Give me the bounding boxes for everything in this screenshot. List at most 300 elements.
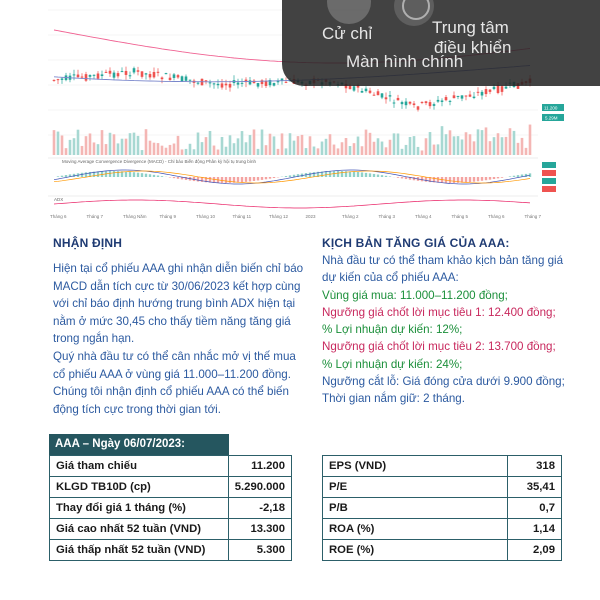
macd-histogram-bar [465, 177, 467, 182]
volume-bar [193, 149, 196, 155]
candle-body [405, 102, 408, 106]
candle-body [153, 72, 156, 77]
candle-body [425, 101, 428, 103]
volume-bar [81, 146, 84, 155]
stats-label: Giá tham chiếu [50, 456, 229, 477]
macd-histogram-bar [285, 176, 287, 177]
volume-bar [129, 133, 132, 155]
volume-bar [277, 149, 280, 155]
candle-body [225, 84, 228, 86]
macd-histogram-bar [177, 177, 179, 179]
macd-histogram-bar [313, 172, 315, 177]
stats-row [323, 477, 562, 498]
volume-bar [169, 145, 172, 155]
macd-histogram-bar [141, 173, 143, 177]
volume-bar [289, 133, 292, 155]
text-line: Hiện tại cổ phiếu AAA ghi nhận diễn biến chỉ báo [53, 262, 304, 275]
candle-body [165, 73, 168, 74]
volume-bar [349, 146, 352, 155]
volume-bar [501, 137, 504, 155]
volume-bar [417, 147, 420, 155]
volume-bar [437, 144, 440, 155]
volume-bar [149, 141, 152, 155]
candle-body [137, 70, 140, 71]
indicator-badge [542, 178, 556, 184]
macd-histogram-bar [353, 172, 355, 177]
candle-body [365, 89, 368, 91]
stats-row [323, 519, 562, 540]
stats-value: 11.200 [228, 456, 291, 477]
candle-body [457, 96, 460, 97]
volume-bar [85, 136, 88, 155]
control-center-button[interactable] [394, 0, 434, 26]
volume-bar [265, 145, 268, 155]
candle-body [229, 84, 232, 88]
volume-bar [113, 134, 116, 155]
candle-body [209, 82, 212, 83]
adx-label: ADX [54, 197, 64, 202]
macd-histogram-bar [129, 172, 131, 177]
volume-bar [213, 146, 216, 155]
volume-bar [333, 145, 336, 155]
stats-value: 2,09 [508, 540, 562, 561]
candle-body [433, 104, 436, 106]
macd-histogram-bar [261, 177, 263, 180]
volume-bar [465, 132, 468, 155]
volume-bar [273, 136, 276, 155]
volume-bar [93, 142, 96, 155]
macd-label: Moving Average Convergence Divergence (MACD) - Chỉ báo Biến động Phân kỳ hội tụ trung bình [62, 159, 257, 164]
candle-body [397, 98, 400, 100]
stats-title: AAA – Ngày 06/07/2023: [49, 434, 229, 455]
volume-bar [385, 147, 388, 155]
macd-histogram-bar [401, 177, 403, 178]
stats-label: P/B [323, 498, 508, 519]
volume-bar [493, 137, 496, 155]
x-tick-label: Tháng 10 [196, 214, 216, 219]
candle-body [129, 75, 132, 76]
macd-histogram-bar [197, 177, 199, 182]
volume-bar [341, 142, 344, 155]
candle-body [61, 78, 64, 79]
stats-row [323, 540, 562, 561]
macd-histogram-bar [405, 177, 407, 179]
x-tick-label: Tháng 5 [451, 214, 469, 219]
candle-body [241, 83, 244, 84]
volume-bar [121, 139, 124, 155]
candle-body [109, 71, 112, 74]
stats-value: 5.300 [228, 540, 291, 561]
candle-body [373, 95, 376, 96]
stats-row [50, 498, 292, 519]
volume-bar [161, 146, 164, 155]
text-line: MACD dẫn tích cực từ 30/06/2023 kết hợp cùng [53, 279, 301, 293]
candle-body [177, 75, 180, 77]
candle-body [257, 83, 260, 87]
candle-body [81, 77, 84, 78]
x-tick-label: Tháng 11 [232, 214, 252, 219]
target-1: Ngưỡng giá chốt lời mục tiêu 1: 12.400 đồng; [322, 305, 556, 319]
candle-body [349, 86, 352, 89]
volume-bar [189, 144, 192, 155]
control-center-label-line1[interactable]: Trung tâm [432, 18, 509, 37]
macd-histogram-bar [489, 177, 491, 180]
stats-value: -2,18 [228, 498, 291, 519]
volume-bar [57, 132, 60, 155]
volume-bar [137, 136, 140, 155]
stats-value: 35,41 [508, 477, 562, 498]
stats-row [50, 540, 292, 561]
candle-body [505, 87, 508, 89]
macd-histogram-bar [385, 176, 387, 177]
macd-histogram-bar [157, 175, 159, 177]
stop-loss: Ngưỡng cắt lỗ: Giá đóng cửa dưới 9.900 đồng; [322, 375, 565, 389]
macd-histogram-bar [289, 175, 291, 177]
x-tick-label: Tháng 6 [488, 214, 505, 219]
candle-body [113, 73, 116, 78]
volume-bar [485, 127, 488, 155]
volume-bar [449, 130, 452, 155]
macd-histogram-bar [449, 177, 451, 183]
macd-histogram-bar [109, 171, 111, 177]
candle-body [217, 84, 220, 85]
volume-bar [321, 142, 324, 155]
volume-bar [469, 134, 472, 155]
macd-histogram-bar [357, 172, 359, 177]
volume-bar [221, 137, 224, 155]
candle-body [489, 90, 492, 92]
stats-label: P/E [323, 477, 508, 498]
candle-body [237, 83, 240, 85]
volume-bar [185, 149, 188, 155]
candle-body [77, 75, 80, 78]
macd-histogram-bar [473, 177, 475, 182]
candle-body [417, 106, 420, 109]
volume-bar [229, 135, 232, 155]
target-2: Ngưỡng giá chốt lời mục tiêu 2: 13.700 đồng; [322, 340, 556, 354]
volume-bar [177, 136, 180, 155]
candle-body [185, 76, 188, 80]
candle-body [385, 97, 388, 99]
candle-body [173, 74, 176, 78]
x-tick-label: Tháng 7 [86, 214, 104, 219]
stats-value: 1,14 [508, 519, 562, 540]
volume-bar [377, 138, 380, 155]
macd-histogram-bar [245, 177, 247, 182]
text-line: động tích cực trong thời gian tới. [53, 402, 221, 416]
stats-value: 0,7 [508, 498, 562, 519]
stats-table-left [49, 455, 292, 561]
volume-bar [517, 143, 520, 155]
candle-body [149, 74, 152, 77]
stats-label: Giá thấp nhất 52 tuần (VND) [50, 540, 229, 561]
macd-histogram-bar [237, 177, 239, 183]
candle-body [493, 87, 496, 89]
volume-bar [429, 132, 432, 155]
volume-bar [293, 141, 296, 155]
text-line: cổ phiếu AAA ở vùng giá 11.000–11.200 đồng. [53, 367, 291, 381]
volume-bar [201, 142, 204, 155]
volume-bar [145, 129, 148, 155]
volume-bar [245, 142, 248, 155]
candle-body [465, 95, 468, 96]
volume-bar [97, 144, 100, 155]
macd-histogram-bar [253, 177, 255, 181]
candle-body [469, 95, 472, 97]
volume-bar [421, 150, 424, 155]
candle-body [497, 85, 500, 93]
scenario-heading: KỊCH BẢN TĂNG GIÁ CỦA AAA: [322, 236, 510, 250]
volume-bar [529, 125, 532, 155]
text-line: nằm ở mức 30,45 cho thấy tiềm năng tăng giá [53, 314, 291, 328]
indicator-badge [542, 186, 556, 192]
macd-histogram-bar [337, 171, 339, 177]
stats-label: ROE (%) [323, 540, 508, 561]
candle-body [85, 74, 88, 81]
text-line: Quý nhà đầu tư có thể cân nhắc mở vị thế mua [53, 350, 296, 363]
volume-bar [157, 143, 160, 155]
gesture-button[interactable] [327, 0, 371, 24]
macd-histogram-bar [225, 177, 227, 183]
x-tick-label: Tháng Năm [123, 214, 147, 219]
macd-histogram-bar [325, 171, 327, 177]
scenario-list [322, 252, 565, 408]
volume-bar [69, 140, 72, 155]
volume-bar [301, 135, 304, 155]
macd-histogram-bar [149, 174, 151, 177]
candle-body [481, 92, 484, 96]
macd-histogram-bar [173, 177, 175, 178]
volume-bar [269, 134, 272, 155]
macd-histogram-bar [241, 177, 243, 182]
volume-bar [141, 150, 144, 155]
gesture-label[interactable]: Cử chỉ [322, 24, 373, 43]
macd-histogram-bar [497, 177, 499, 178]
stats-row [50, 477, 292, 498]
candle-body [353, 86, 356, 90]
macd-histogram-bar [65, 175, 67, 177]
assessment-paragraph-1 [53, 260, 303, 348]
candle-body [57, 79, 60, 80]
candle-body [121, 71, 124, 72]
candle-body [93, 75, 96, 76]
volume-bar [101, 130, 104, 155]
indicator-badge [542, 170, 556, 176]
candle-body [389, 95, 392, 96]
volume-bar [453, 136, 456, 155]
macd-histogram-bar [269, 177, 271, 179]
macd-histogram-bar [249, 177, 251, 181]
volume-bar [285, 148, 288, 155]
volume-bar [217, 150, 220, 155]
candle-body [101, 74, 104, 76]
stats-label: KLGD TB10D (cp) [50, 477, 229, 498]
volume-bar [237, 138, 240, 155]
macd-histogram-bar [501, 177, 503, 178]
volume-bar [473, 141, 476, 155]
macd-histogram-bar [381, 175, 383, 177]
macd-histogram-bar [273, 177, 275, 178]
price-badge-label: 11.200 [544, 105, 558, 111]
candle-body [141, 71, 144, 77]
stats-label: Thay đổi giá 1 tháng (%) [50, 498, 229, 519]
control-center-icon [402, 0, 430, 20]
text-line: dự kiến của cổ phiếu AAA: [322, 271, 459, 285]
x-tick-label: Tháng 7 [524, 214, 542, 219]
buy-zone: Vùng giá mua: 11.000–11.200 đồng; [322, 288, 508, 302]
macd-histogram-bar [309, 173, 311, 177]
volume-bar [61, 136, 64, 155]
macd-histogram-bar [377, 175, 379, 177]
volume-bar [325, 139, 328, 155]
candle-body [421, 102, 424, 103]
volume-bar [53, 130, 56, 155]
volume-bar [233, 143, 236, 155]
candle-body [401, 102, 404, 104]
candle-body [473, 97, 476, 98]
candle-body [97, 74, 100, 79]
stats-value: 13.300 [228, 519, 291, 540]
candle-body [197, 83, 200, 84]
volume-bar [481, 130, 484, 155]
volume-bar [433, 145, 436, 155]
macd-histogram-bar [397, 177, 399, 178]
macd-histogram-bar [349, 171, 351, 177]
stats-value: 318 [508, 456, 562, 477]
macd-histogram-bar [513, 176, 515, 177]
control-center-label-line2[interactable]: điều khiển [434, 38, 512, 57]
volume-bar [477, 129, 480, 155]
candle-body [285, 82, 288, 83]
macd-histogram-bar [137, 173, 139, 177]
volume-badge-label: 5.29M [545, 115, 558, 121]
macd-histogram-bar [469, 177, 471, 182]
volume-bar [357, 137, 360, 155]
volume-bar [241, 131, 244, 155]
volume-bar [197, 133, 200, 155]
profit-2: % Lợi nhuận dự kiến: 24%; [322, 357, 463, 371]
assessment-paragraph-2 [53, 348, 296, 418]
stats-row [50, 456, 292, 477]
macd-histogram-bar [153, 175, 155, 177]
volume-bar [373, 142, 376, 155]
macd-histogram-bar [145, 174, 147, 177]
candle-body [157, 72, 160, 73]
stats-label: Giá cao nhất 52 tuần (VND) [50, 519, 229, 540]
stats-row [323, 456, 562, 477]
stats-value: 5.290.000 [228, 477, 291, 498]
volume-bar [513, 131, 516, 155]
macd-histogram-bar [341, 171, 343, 177]
macd-histogram-bar [213, 177, 215, 183]
macd-histogram-bar [133, 172, 135, 177]
volume-bar [209, 131, 212, 155]
candle-body [429, 102, 432, 106]
volume-bar [329, 134, 332, 155]
candle-body [369, 91, 372, 93]
volume-bar [489, 141, 492, 155]
macd-histogram-bar [421, 177, 423, 181]
candle-body [445, 97, 448, 100]
macd-histogram-bar [453, 177, 455, 183]
candle-body [189, 80, 192, 81]
holding-period: Thời gian nắm giữ: 2 tháng. [322, 392, 465, 406]
stats-table-right [322, 455, 562, 561]
candle-body [377, 91, 380, 95]
assistive-touch-menu [282, 0, 600, 86]
macd-histogram-bar [221, 177, 223, 183]
macd-histogram-bar [425, 177, 427, 182]
macd-histogram-bar [229, 177, 231, 183]
candle-body [449, 101, 452, 102]
volume-bar [317, 148, 320, 155]
macd-histogram-bar [365, 173, 367, 177]
volume-bar [525, 148, 528, 155]
volume-bar [225, 147, 228, 155]
macd-histogram-bar [161, 176, 163, 177]
volume-bar [365, 130, 368, 155]
volume-bar [389, 140, 392, 155]
candle-body [437, 100, 440, 102]
volume-bar [497, 133, 500, 155]
x-tick-label: Tháng 9 [159, 214, 177, 219]
x-tick-label: Tháng 4 [415, 214, 432, 219]
candle-body [205, 80, 208, 81]
volume-bar [153, 143, 156, 155]
candle-body [477, 92, 480, 93]
candle-body [133, 68, 136, 72]
candle-body [145, 73, 148, 74]
volume-bar [381, 142, 384, 155]
volume-bar [165, 148, 168, 155]
volume-bar [397, 133, 400, 155]
home-screen-label[interactable]: Màn hình chính [346, 52, 464, 71]
volume-bar [401, 149, 404, 155]
profit-1: % Lợi nhuận dự kiến: 12%; [322, 323, 463, 337]
macd-histogram-bar [481, 177, 483, 181]
candle-body [181, 76, 184, 81]
volume-bar [181, 149, 184, 155]
candle-body [461, 95, 464, 98]
candle-body [393, 103, 396, 104]
candle-body [105, 72, 108, 73]
volume-bar [353, 143, 356, 155]
macd-histogram-bar [57, 176, 59, 177]
volume-bar [73, 138, 76, 155]
text-line: với chỉ báo định hướng trung bình ADX hiện tại [53, 297, 296, 310]
candle-body [117, 73, 120, 76]
macd-histogram-bar [509, 176, 511, 177]
volume-bar [461, 139, 464, 155]
candle-body [221, 83, 224, 87]
volume-bar [65, 148, 68, 155]
volume-bar [109, 133, 112, 155]
macd-histogram-bar [125, 172, 127, 177]
volume-bar [369, 133, 372, 155]
volume-bar [509, 128, 512, 155]
volume-bar [361, 146, 364, 155]
text-line: Chúng tôi nhận định cổ phiếu AAA có thể biến [53, 385, 289, 398]
volume-bar [337, 148, 340, 155]
volume-bar [309, 136, 312, 155]
volume-bar [133, 133, 136, 155]
macd-histogram-bar [265, 177, 267, 179]
stats-label: ROA (%) [323, 519, 508, 540]
candle-body [73, 74, 76, 75]
stats-row [323, 498, 562, 519]
macd-histogram-bar [517, 175, 519, 177]
candle-body [249, 80, 252, 84]
